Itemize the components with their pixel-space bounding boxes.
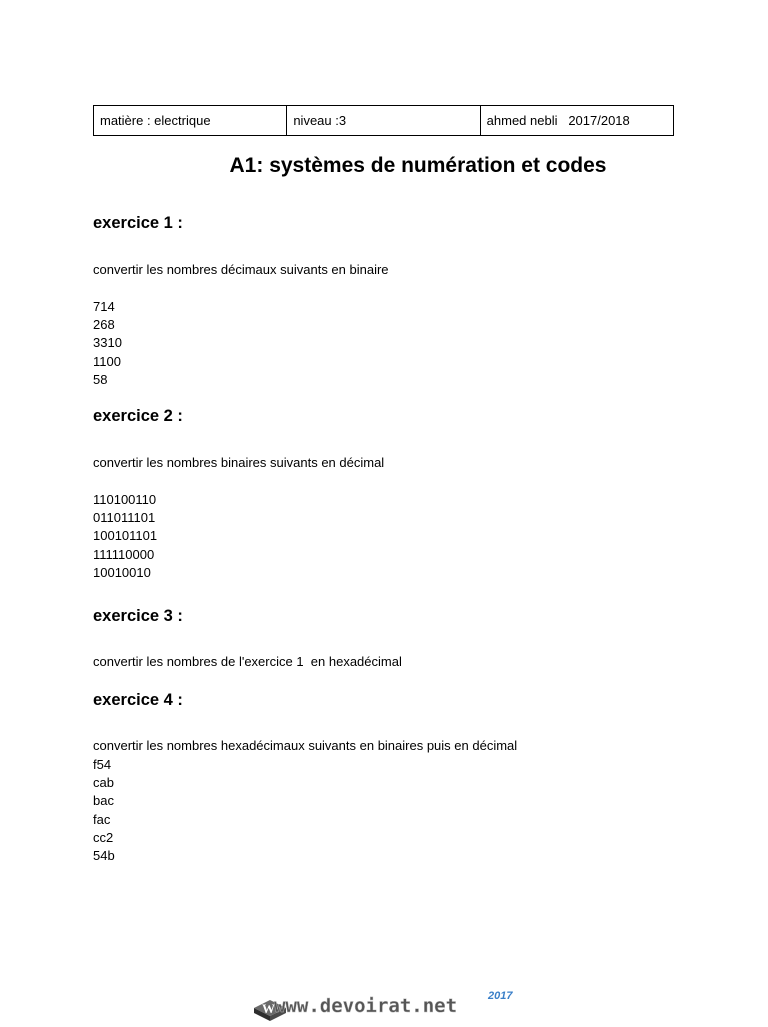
header-table	[93, 105, 674, 136]
list-item: 58	[93, 371, 108, 387]
list-item: 011011101	[93, 510, 156, 526]
exercise-4-list	[93, 756, 115, 865]
header-row	[94, 106, 674, 136]
exercise-1-instruction: convertir les nombres décimaux suivants en binaire	[93, 262, 389, 277]
exercise-1-title: exercice 1 :	[93, 214, 183, 232]
list-item: 268	[93, 317, 115, 333]
exercise-2-list	[93, 491, 157, 582]
list-item: bac	[93, 793, 114, 809]
svg-text:W: W	[262, 1001, 275, 1016]
page-title: A1: systèmes de numération et codes	[229, 154, 607, 177]
logo-graphic	[250, 986, 530, 1022]
list-item: 100101101	[93, 528, 158, 544]
devoirat-logo[interactable]	[250, 986, 530, 1022]
exercise-4-instruction: convertir les nombres hexadécimaux suivants en binaires puis en décimal	[93, 738, 518, 753]
list-item: cc2	[93, 829, 114, 845]
exercise-4-title: exercice 4 :	[93, 691, 183, 709]
exercise-2-instruction: convertir les nombres binaires suivants en décimal	[93, 455, 385, 470]
exercise-3-title: exercice 3 :	[93, 607, 183, 625]
list-item: cab	[93, 775, 114, 791]
list-item: 1100	[93, 353, 121, 369]
logo-year: 2017	[488, 990, 513, 1002]
list-item: 110100110	[93, 492, 157, 507]
list-item: fac	[93, 811, 111, 827]
subject-cell: matière : electrique	[94, 106, 287, 136]
author-year-text: ahmed nebli 2017/2018	[486, 113, 630, 128]
author-year-cell	[480, 106, 673, 136]
exercise-3-instruction: convertir les nombres de l'exercice 1 en hexadécimal	[93, 654, 402, 669]
level-cell: niveau :3	[287, 106, 480, 136]
list-item: f54	[93, 757, 112, 772]
exercise-1-list	[93, 298, 122, 389]
list-item: 54b	[93, 847, 115, 863]
list-item: 111110000	[93, 546, 155, 562]
list-item: 10010010	[93, 564, 151, 580]
list-item: 714	[93, 299, 115, 314]
list-item: 3310	[93, 335, 122, 351]
logo-text: www.devoirat.net	[274, 995, 458, 1017]
exercise-2-title: exercice 2 :	[93, 407, 183, 425]
